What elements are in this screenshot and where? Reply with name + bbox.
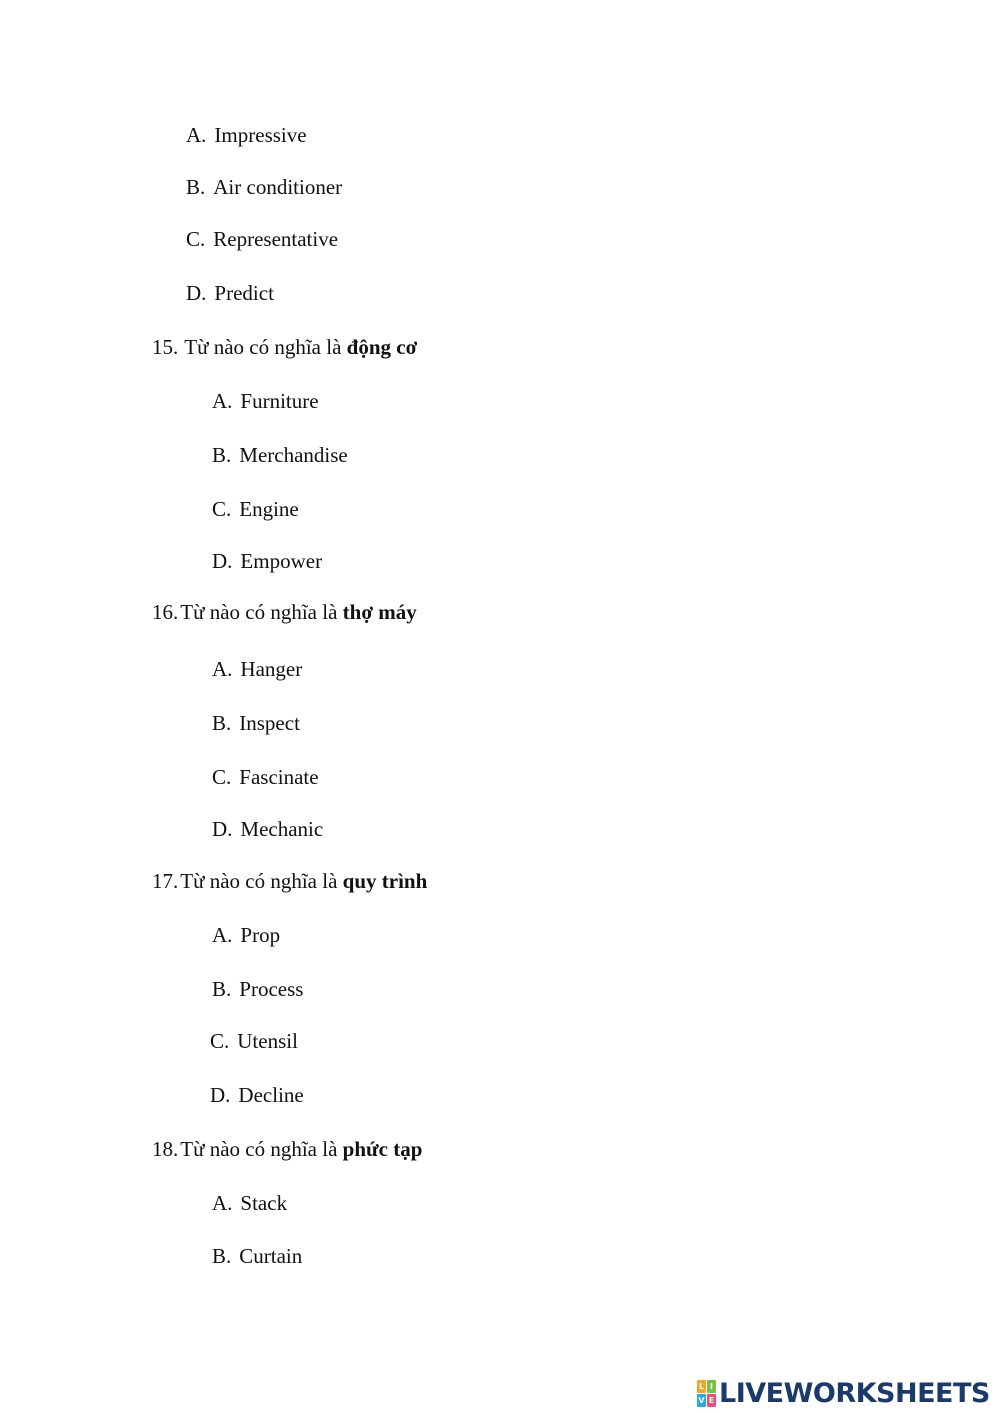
option-text: Prop [240, 923, 281, 947]
option-letter: A. [212, 923, 233, 947]
option-letter: C. [212, 765, 232, 789]
option-letter: B. [212, 711, 232, 735]
question-16 [152, 602, 417, 623]
option-q17-d[interactable] [210, 1085, 304, 1106]
logo-mark-icon [697, 1380, 716, 1407]
option-text: Decline [238, 1083, 304, 1107]
option-text: Utensil [237, 1029, 298, 1053]
question-17 [152, 871, 427, 892]
option-q14-a[interactable] [186, 125, 307, 146]
question-prompt: Từ nào có nghĩa là [184, 335, 342, 359]
option-q15-b[interactable] [212, 445, 348, 466]
logo-mark-cell: I [707, 1380, 716, 1393]
option-q14-b[interactable] [186, 177, 342, 198]
option-text: Process [239, 977, 304, 1001]
question-18 [152, 1139, 422, 1160]
option-q18-a[interactable] [212, 1193, 287, 1214]
question-prompt: Từ nào có nghĩa là [180, 600, 338, 624]
option-text: Furniture [240, 389, 319, 413]
option-letter: D. [210, 1083, 231, 1107]
option-letter: D. [186, 281, 207, 305]
option-q15-a[interactable] [212, 391, 319, 412]
option-text: Inspect [239, 711, 300, 735]
option-text: Air conditioner [213, 175, 343, 199]
question-keyword: động cơ [346, 335, 418, 359]
logo-mark-cell: E [708, 1395, 715, 1405]
question-keyword: thợ máy [342, 600, 417, 624]
option-text: Representative [213, 227, 339, 251]
option-q17-c[interactable] [210, 1031, 298, 1052]
question-keyword: quy trình [342, 869, 428, 893]
option-text: Stack [240, 1191, 288, 1215]
option-q16-a[interactable] [212, 659, 302, 680]
option-text: Merchandise [239, 443, 348, 467]
option-text: Mechanic [240, 817, 324, 841]
option-text: Fascinate [239, 765, 319, 789]
option-text: Engine [239, 497, 299, 521]
option-letter: C. [210, 1029, 230, 1053]
option-letter: B. [212, 1244, 232, 1268]
question-number: 18. [152, 1137, 179, 1161]
question-prompt: Từ nào có nghĩa là [180, 869, 338, 893]
question-number: 15. [152, 335, 179, 359]
option-letter: B. [186, 175, 206, 199]
option-letter: A. [212, 657, 233, 681]
option-q18-b[interactable] [212, 1246, 302, 1267]
question-15 [152, 337, 417, 358]
option-letter: C. [212, 497, 232, 521]
question-keyword: phức tạp [342, 1137, 423, 1161]
option-letter: D. [212, 817, 233, 841]
option-text: Empower [240, 549, 323, 573]
option-text: Predict [214, 281, 274, 305]
option-q16-b[interactable] [212, 713, 300, 734]
option-letter: D. [212, 549, 233, 573]
option-q17-a[interactable] [212, 925, 280, 946]
logo-text: LIVEWORKSHEETS [719, 1377, 990, 1409]
liveworksheets-logo[interactable] [697, 1378, 990, 1408]
option-q16-c[interactable] [212, 767, 319, 788]
option-text: Impressive [214, 123, 307, 147]
option-q15-c[interactable] [212, 499, 299, 520]
option-text: Curtain [239, 1244, 303, 1268]
option-q15-d[interactable] [212, 551, 322, 572]
option-letter: A. [186, 123, 207, 147]
option-letter: B. [212, 443, 232, 467]
logo-mark-cell: V [698, 1395, 705, 1405]
logo-mark-cell: L [698, 1381, 705, 1391]
question-number: 16. [152, 600, 179, 624]
option-letter: C. [186, 227, 206, 251]
option-q14-c[interactable] [186, 229, 338, 250]
option-letter: A. [212, 389, 233, 413]
option-letter: B. [212, 977, 232, 1001]
option-q14-d[interactable] [186, 283, 274, 304]
option-q17-b[interactable] [212, 979, 303, 1000]
question-number: 17. [152, 869, 179, 893]
option-q16-d[interactable] [212, 819, 323, 840]
option-text: Hanger [240, 657, 303, 681]
question-prompt: Từ nào có nghĩa là [180, 1137, 338, 1161]
option-letter: A. [212, 1191, 233, 1215]
